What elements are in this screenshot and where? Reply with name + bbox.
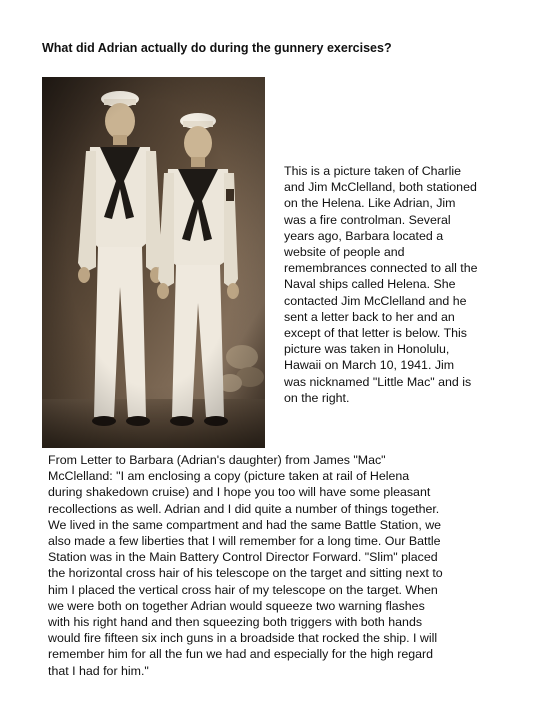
letter-line: during shakedown cruise) and I hope you too will have some pleasant <box>48 485 431 500</box>
caption-line: remembrances connected to all the <box>284 261 478 276</box>
letter-line: Station was in the Main Battery Control Director Forward. "Slim" placed <box>48 550 438 565</box>
caption-line: Hawaii on March 10, 1941. Jim <box>284 358 455 373</box>
page-heading: What did Adrian actually do during the gunnery exercises? <box>42 41 392 55</box>
caption-line: contacted Jim McClelland and he <box>284 293 467 308</box>
letter-line: we were both on together Adrian would squeeze two warning flashes <box>48 598 425 613</box>
caption-line: years ago, Barbara located a <box>284 228 444 243</box>
caption-line: was nicknamed "Little Mac" and is <box>284 374 472 389</box>
caption-line: picture was taken in Honolulu, <box>284 342 450 357</box>
letter-line: also made a few liberties that I will remember for a long time. Our Battle <box>48 534 441 549</box>
caption-line: Naval ships called Helena. She <box>284 277 456 292</box>
letter-line: would fire fifteen six inch guns in a broadside that rocked the ship. I will <box>48 631 438 646</box>
letter-line: From Letter to Barbara (Adrian's daughter) from James "Mac" <box>48 453 386 467</box>
letter-line: with his right hand and then squeezing both triggers with both hands <box>48 615 423 630</box>
sailors-photo <box>42 77 265 448</box>
letter-excerpt <box>48 452 500 679</box>
caption-line: was a fire controlman. Several <box>284 212 451 227</box>
letter-line: him I placed the vertical cross hair of my telescope on the target. When <box>48 582 438 597</box>
caption-line: on the right. <box>284 390 350 405</box>
caption-line: and Jim McClelland, both stationed <box>284 180 477 195</box>
letter-line: We lived in the same compartment and had the same Battle Station, we <box>48 517 442 532</box>
caption-line: except of that letter is below. This <box>284 326 467 341</box>
caption-line: sent a letter back to her and an <box>284 309 455 324</box>
photo-caption <box>284 163 506 406</box>
letter-line: that I had for him." <box>48 663 149 678</box>
caption-line: on the Helena. Like Adrian, Jim <box>284 196 456 211</box>
letter-line: remember him for all the fun we had and especially for the high regard <box>48 647 434 662</box>
caption-line: website of people and <box>284 245 405 260</box>
letter-line: the horizontal cross hair of his telescope on the target and sitting next to <box>48 566 443 581</box>
caption-line: This is a picture taken of Charlie <box>284 164 461 178</box>
letter-line: recollections as well. Adrian and I did quite a number of things together. <box>48 501 440 516</box>
letter-line: McClelland: "I am enclosing a copy (picture taken at rail of Helena <box>48 469 410 484</box>
